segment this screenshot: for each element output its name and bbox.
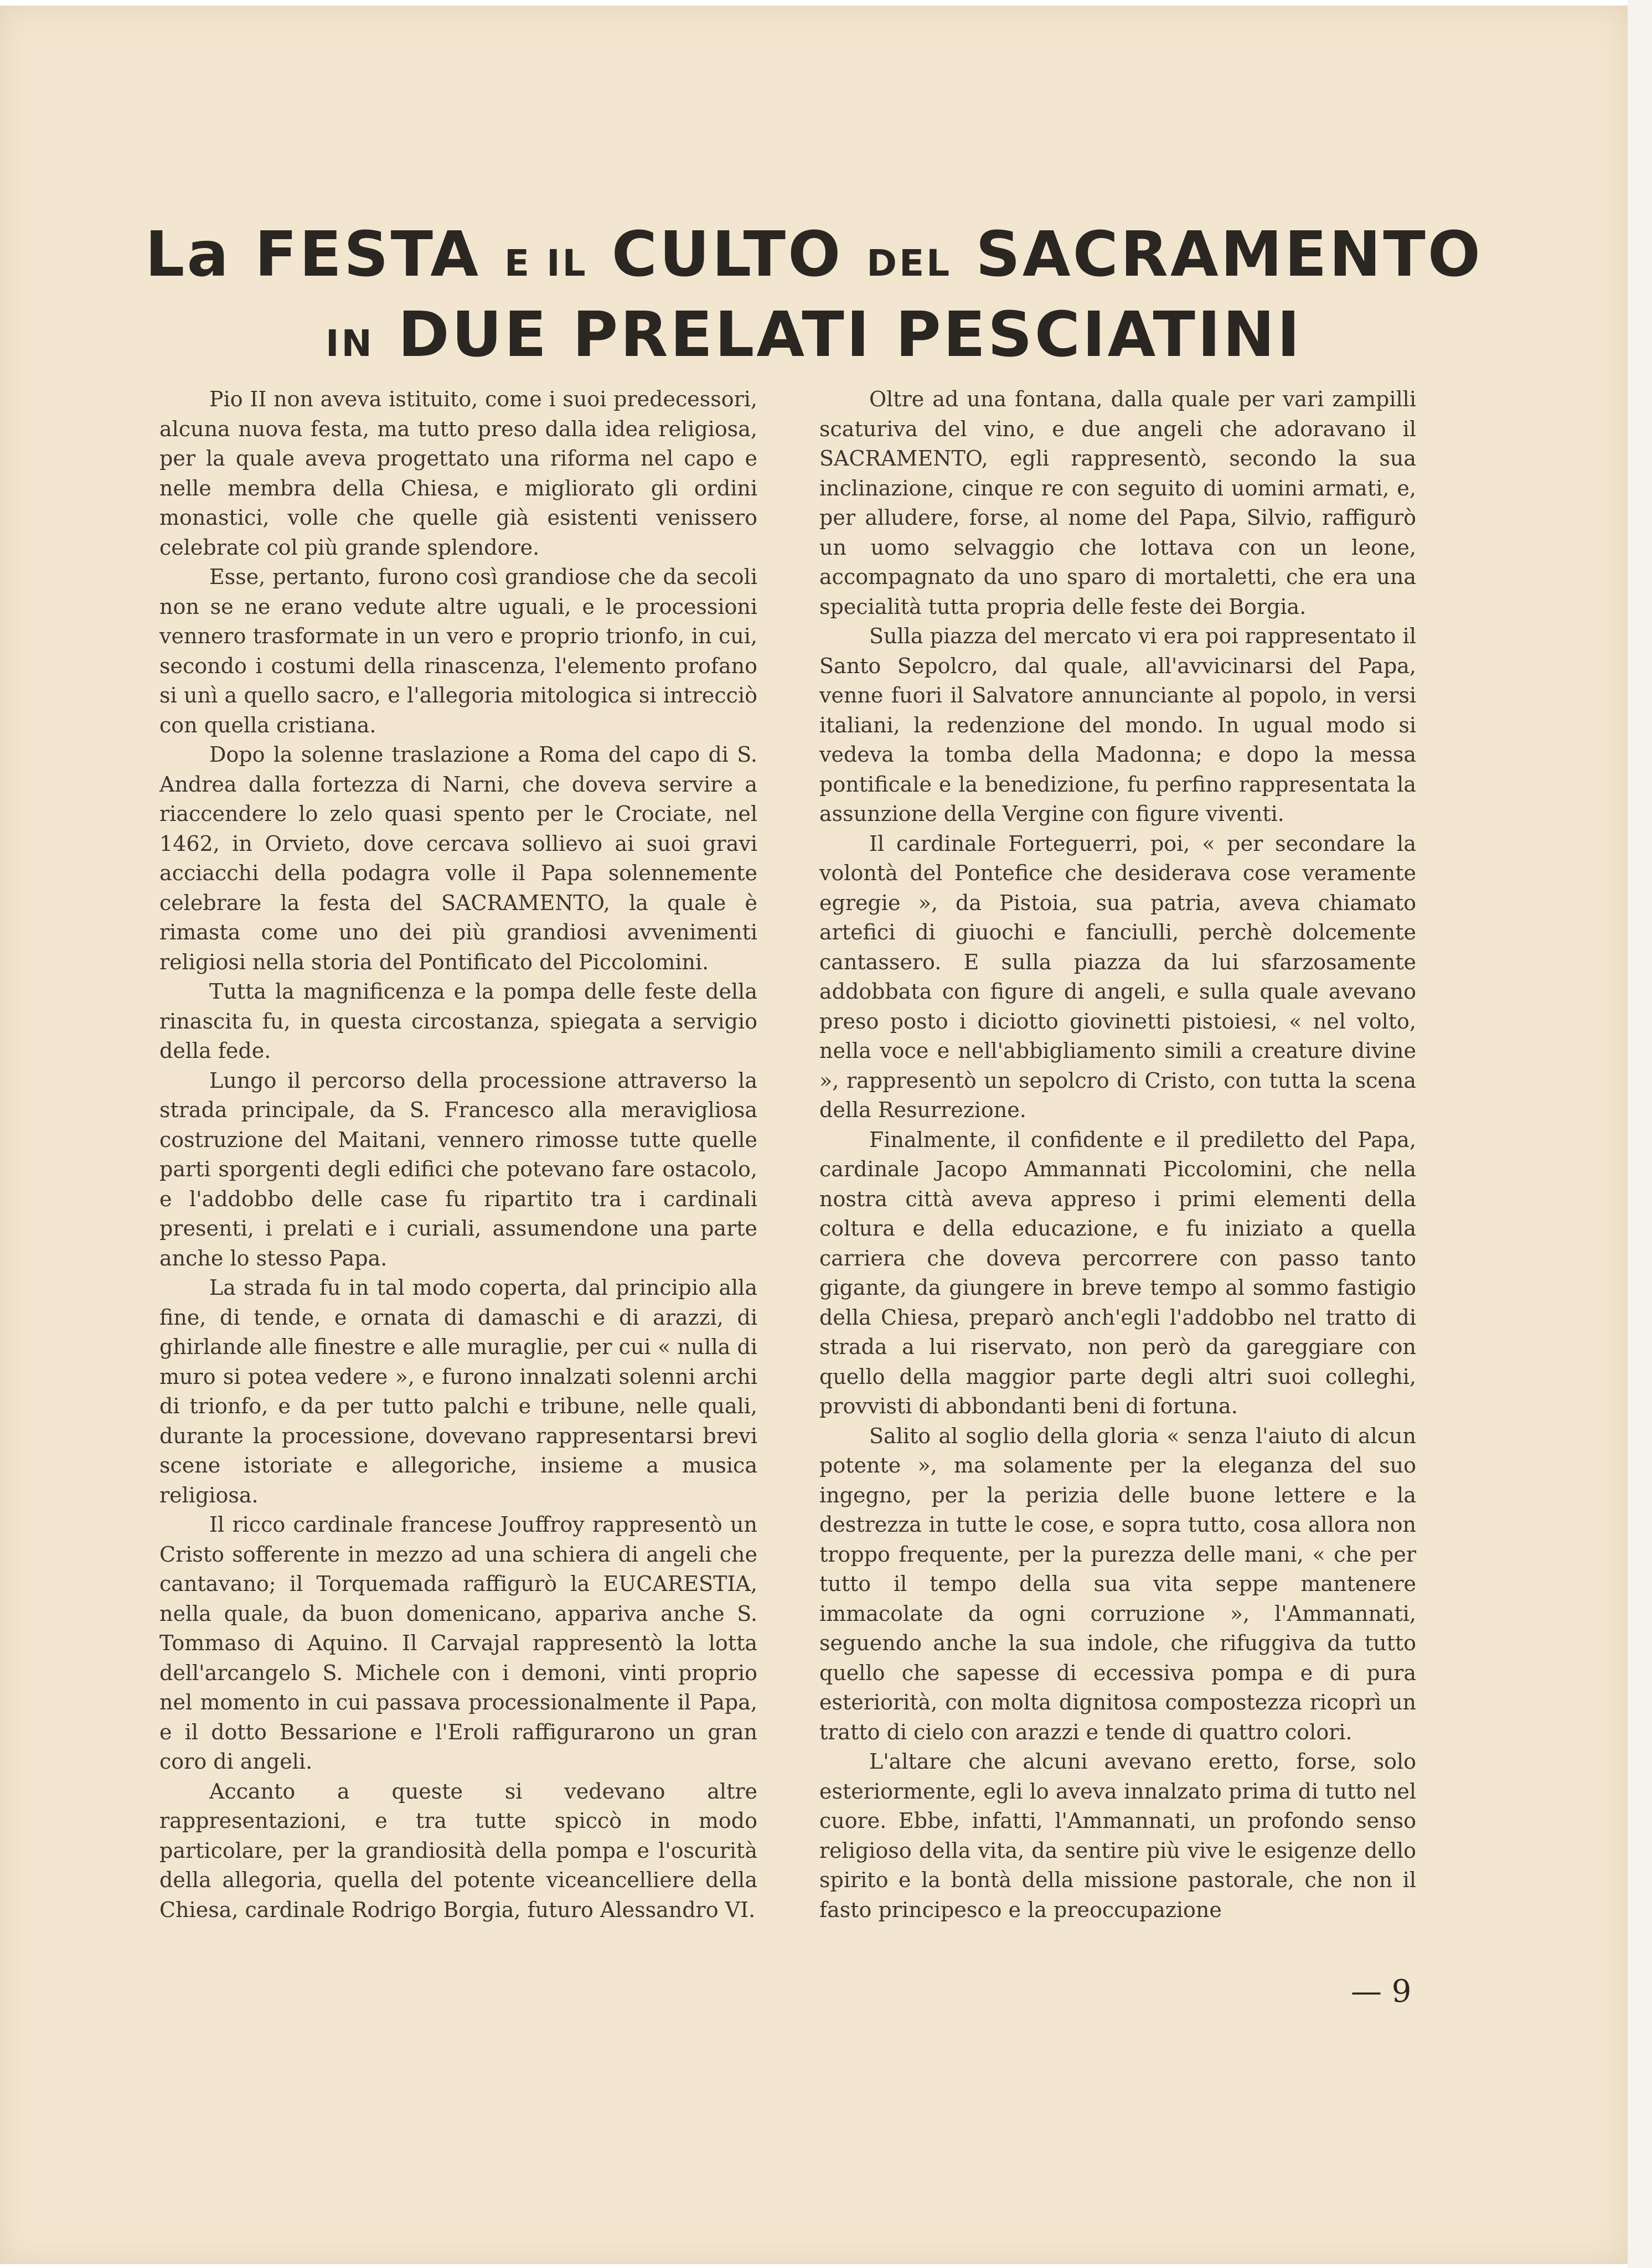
paragraph: Sulla piazza del mercato vi era poi rappresentato il Santo Sepolcro, dal quale, all'avvicinarsi del Papa, venne fuori il Salvatore annunciante al popolo, in versi italiani, la redenzione del mondo. In ugual modo si vedeva la tomba della Madonna; e dopo la messa pontificale e la benedizione, fu perfino rappresentata la assunzione della Vergine con figure viventi.	[819, 624, 1416, 826]
title-word-festa: FESTA	[254, 219, 481, 291]
title-word-e-il: E IL	[504, 242, 588, 285]
paragraph: Esse, pertanto, furono così grandiose che da secoli non se ne erano vedute altre uguali, e le processioni vennero trasformate in un vero e proprio trionfo, in cui, secondo i costumi della rinascenza, l'elemento profano si unì a quello sacro, e l'allegoria mitologica si intrecciò con quella cristiana.	[159, 565, 757, 737]
paragraph: Salito al soglio della gloria « senza l'aiuto di alcun potente », ma solamente per la eleganza del suo ingegno, per la perizia delle buone lettere e la destrezza in tutte le cose, e sopra tutto, cosa allora non troppo frequente, per la purezza delle mani, « che per tutto il tempo della sua vita seppe mantenere immacolate da ogni corruzione », l'Ammannati, seguendo anche la sua indole, che rifuggiva da tutto quello che sapesse di eccessiva pompa e di pura esteriorità, con molta dignitosa compostezza ricoprì un tratto di cielo con arazzi e tende di quattro colori.	[819, 1423, 1416, 1744]
title-word-del: DEL	[866, 242, 952, 285]
article-title-line-2	[0, 299, 1628, 371]
paragraph: Finalmente, il confidente e il prediletto del Papa, cardinale Jacopo Ammannati Piccolomini, che nella nostra città aveva appreso i primi elementi della coltura e della educazione, e fu iniziato a quella carriera che doveva percorrere con passo tanto gigante, da giungere in breve tempo al sommo fastigio della Chiesa, preparò anch'egli l'addobbo nel tratto di strada a lui riservato, non però da gareggiare con quello della maggior parte degli altri suoi colleghi, provvisti di abbondanti beni di fortuna.	[819, 1127, 1416, 1418]
paragraph: La strada fu in tal modo coperta, dal principio alla fine, di tende, e ornata di damaschi e di arazzi, di ghirlande alle finestre e alle muraglie, per cui « nulla di muro si potea vedere », e furono innalzati solenni archi di trionfo, e da per tutto palchi e tribune, nelle quali, durante la processione, dovevano rappresentarsi brevi scene istoriate e allegoriche, insieme a musica religiosa.	[159, 1275, 757, 1507]
title-word-prelati: PRELATI	[572, 299, 872, 371]
paragraph: Oltre ad una fontana, dalla quale per vari zampilli scaturiva del vino, e due angeli che adoravano il SACRAMENTO, egli rappresentò, secondo la sua inclinazione, cinque re con seguito di uomini armati, e, per alludere, forse, al nome del Papa, Silvio, raffigurò un uomo selvaggio che lottava con un leone, accompagnato da uno sparo di mortaletti, che era una specialità tutta propria delle feste dei Borgia.	[819, 387, 1416, 619]
article-title-line-1	[0, 219, 1628, 291]
title-word-pesciatini: PESCIATINI	[895, 299, 1303, 371]
paragraph: Tutta la magnificenza e la pompa delle feste della rinascita fu, in questa circostanza, spiegata a servigio della fede.	[159, 979, 757, 1063]
title-word-culto: CULTO	[611, 219, 843, 291]
left-column	[159, 385, 757, 1925]
paragraph: Accanto a queste si vedevano altre rappresentazioni, e tra tutte spiccò in modo particolare, per la grandiosità della pompa e l'oscurità della allegoria, quella del potente viceancelliere della Chiesa, cardinale Rodrigo Borgia, futuro Alessandro VI.	[159, 1779, 757, 1922]
title-word-due: DUE	[397, 299, 549, 371]
paragraph: Lungo il percorso della processione attraverso la strada principale, da S. Francesco alla meravigliosa costruzione del Maitani, vennero rimosse tutte quelle parti sporgenti degli edifici che potevano fare ostacolo, e l'addobbo delle case fu ripartito tra i cardinali presenti, i prelati e i curiali, assumendone una parte anche lo stesso Papa.	[159, 1068, 757, 1270]
page-number: — 9	[1351, 1973, 1412, 2009]
title-word-in: IN	[325, 322, 374, 365]
paragraph: L'altare che alcuni avevano eretto, forse, solo esteriormente, egli lo aveva innalzato prima di tutto nel cuore. Ebbe, infatti, l'Ammannati, un profondo senso religioso della vita, da sentire più vive le esigenze dello spirito e la bontà della missione pastorale, che non il fasto principesco e la preoccupazione	[819, 1749, 1416, 1922]
title-word-la: La	[145, 219, 231, 291]
scan-edge	[1628, 0, 1652, 2268]
paragraph: Pio II non aveva istituito, come i suoi predecessori, alcuna nuova festa, ma tutto preso dalla idea religiosa, per la quale aveva progettato una riforma nel capo e nelle membra della Chiesa, e migliorato gli ordini monastici, volle che quelle già esistenti venissero celebrate col più grande splendore.	[159, 387, 757, 560]
right-column	[819, 385, 1416, 1925]
paragraph: Dopo la solenne traslazione a Roma del capo di S. Andrea dalla fortezza di Narni, che doveva servire a riaccendere lo zelo quasi spento per le Crociate, nel 1462, in Orvieto, dove cercava sollievo ai suoi gravi acciacchi della podagra volle il Papa solennemente celebrare la festa del SACRAMENTO, la quale è rimasta come uno dei più grandiosi avvenimenti religiosi nella storia del Pontificato del Piccolomini.	[159, 742, 757, 974]
title-word-sacramento: SACRAMENTO	[975, 219, 1483, 291]
paragraph: Il cardinale Forteguerri, poi, « per secondare la volontà del Pontefice che desiderava cose veramente egregie », da Pistoia, sua patria, aveva chiamato artefici di giuochi e fanciulli, perchè dolcemente cantassero. E sulla piazza da lui sfarzosamente addobbata con figure di angeli, e sulla quale avevano preso posto i diciotto giovinetti pistoiesi, « nel volto, nella voce e nell'abbigliamento simili a creature divine », rappresentò un sepolcro di Cristo, con tutta la scena della Resurrezione.	[819, 831, 1416, 1122]
paragraph: Il ricco cardinale francese Jouffroy rappresentò un Cristo sofferente in mezzo ad una schiera di angeli che cantavano; il Torquemada raffigurò la EUCARESTIA, nella quale, da buon domenicano, appariva anche S. Tommaso di Aquino. Il Carvajal rappresentò la lotta dell'arcangelo S. Michele con i demoni, vinti proprio nel momento in cui passava processionalmente il Papa, e il dotto Bessarione e l'Eroli raffigurarono un gran coro di angeli.	[159, 1512, 757, 1774]
